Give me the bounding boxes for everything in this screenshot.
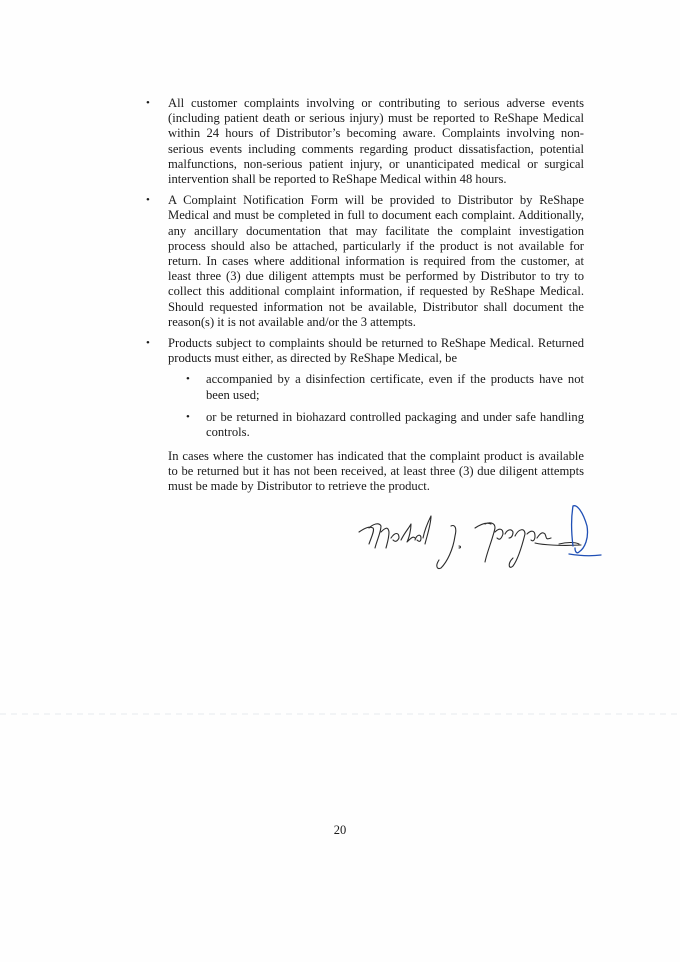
bullet-icon: • — [146, 97, 150, 109]
closing-paragraph: In cases where the customer has indicated that the complaint product is available to be returned but it has not been received, at least three (3) due diligent attempts must be made by Distributor to retrieve the product. — [168, 449, 584, 494]
bullet-icon: • — [186, 373, 190, 386]
sub-bullet-biohazard — [182, 410, 584, 440]
signature-strokes — [359, 516, 581, 569]
bullet-icon: • — [186, 410, 190, 423]
return-conditions-list — [168, 372, 584, 440]
bullet-text: Products subject to complaints should be returned to ReShape Medical. Returned products must either, as directed by ReShape Medical, be — [168, 336, 584, 366]
bullet-text: A Complaint Notification Form will be provided to Distributor by ReShape Medical and must be completed in full to document each complaint. Additionally, any ancillary documentation that may facilitate the complaint investigation process should also be attached, particularly if the product is not available for return. In cases where additional information is required from the customer, at least three (3) due diligent attempts must be performed by Distributor to try to collect this additional complaint information, if requested by ReShape Medical. Should requested information not be available, Distributor shall document the reason(s) it is not available and/or the 3 attempts. — [168, 193, 584, 329]
handwritten-signature — [355, 498, 605, 580]
bullet-returned-products — [144, 336, 584, 440]
complaint-bullet-list — [144, 96, 584, 447]
bullet-serious-events — [144, 96, 584, 187]
bullet-icon: • — [146, 194, 150, 207]
page-number: 20 — [333, 823, 347, 837]
bullet-text: All customer complaints involving or contributing to serious adverse events (including patient death or serious injury) must be reported to ReShape Medical within 24 hours of Distributor’s becoming aware. Complaints involving non-serious events including comments regarding product dissatisfaction, potential malfunctions, non-serious patient injury, or unanticipated medical or surgical intervention shall be reported to ReShape Medical within 48 hours. — [168, 96, 584, 187]
sub-bullet-text: or be returned in biohazard controlled packaging and under safe handling controls. — [206, 409, 584, 440]
initials-strokes — [569, 506, 601, 556]
scan-artifact-line — [0, 713, 680, 715]
bullet-complaint-form — [144, 193, 584, 330]
sub-bullet-disinfection — [182, 372, 584, 402]
bullet-icon: • — [146, 337, 150, 350]
sub-bullet-text: accompanied by a disinfection certificate, even if the products have not been used; — [206, 372, 584, 402]
